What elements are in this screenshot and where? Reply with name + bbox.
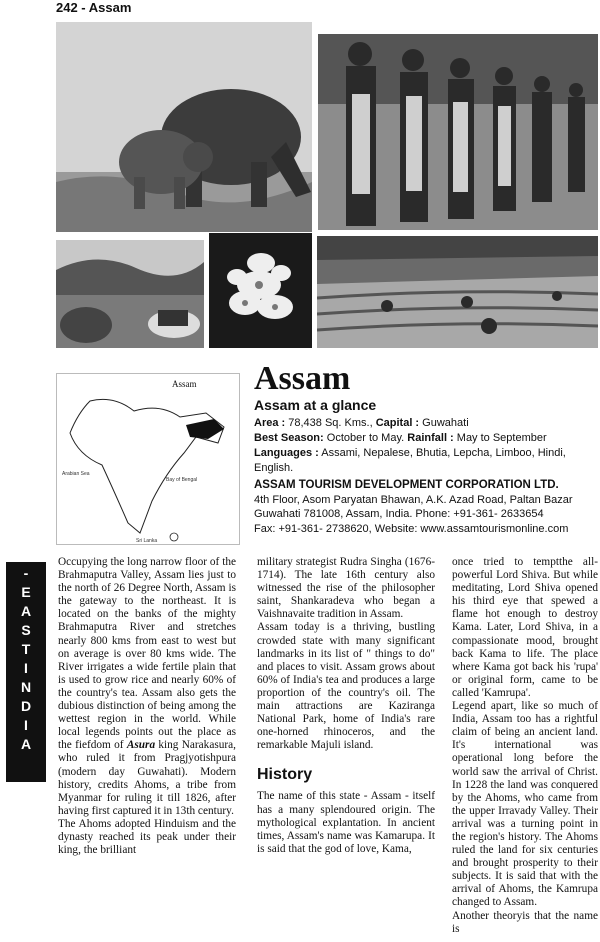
facts-line-area: Area : 78,438 Sq. Kms., Capital : Guwahati [254,417,469,429]
corporation-name: ASSAM TOURISM DEVELOPMENT CORPORATION LTD. [254,479,559,491]
corporation-block [254,478,598,536]
section-tab-label: - E A S T I N D I A [20,565,32,752]
section-subtitle: Assam at a glance [254,397,377,413]
rainfall-value: May to September [456,432,547,444]
paragraph: once tried to temptthe all-powerful Lord Shiva. But while meditating, Lord Shiva opened his third eye that spewed a flame hot enough to destroy Kama. Later, Lord Shiva, in a compassionate mood, brought back Kama to life. The place where Kama got back his 'rupa' or original form, came to be called 'Kamrupa'. [452,556,598,699]
capital-value: Guwahati [422,417,469,429]
facts-line-languages: Languages : Assami, Nepalese, Bhutia, Lepcha, Limboo, Hindi, English. [254,447,566,474]
corporation-address-1: 4th Floor, Asom Paryatan Bhawan, A.K. Azad Road, Paltan Bazar [254,493,573,506]
paragraph: military strategist Rudra Singha (1676-1714). The late 16th century also witnessed the rise of the philosopher saint, Shankaradeva who began a Vaishnavaite tradition in Assam. [257,556,435,621]
text-column-2 [257,556,435,856]
page-title: Assam [254,360,351,397]
area-value: 78,438 Sq. Kms., [288,417,373,429]
tea-garden-photo [317,236,598,348]
map-title: Assam [172,379,197,389]
facts-block [254,416,594,476]
paragraph: The name of this state - Assam - itself has a many splendoured origin. The mythological explantation. In ancient times, Assam's name was Kamarupa. It is said that the god of love, Kama, [257,790,435,855]
languages-value: Assami, Nepalese, Bhutia, Lepcha, Limboo, Hindi, English. [254,447,566,474]
tea-hills-photo [56,240,204,348]
paragraph: The Ahoms adopted Hinduism and the dynasty reached its peak under their king, the brilliant [58,817,236,857]
running-head: 242 - Assam [56,0,132,15]
corporation-contact: Fax: +91-361- 2738620, Website: www.assamtourismonline.com [254,522,569,535]
assam-map [56,373,240,545]
paragraph: Occupying the long narrow floor of the Brahmaputra Valley, Assam lies just to the north of 26 Degree North, Assam is the gateway to the northeast. It is located on the banks of the mighty Brahmaputra River and stretches nearly 800 kms from east to west but on average is over 80 kms wide. The River irrigates a wide fertile plain that is used to grow rice and nearly 60% of the country's tea. Assam also gets the dubious distinction of being among the wettest region in the world. While local legends points out the place as the fiefdom of Asura king Narakasura, who ruled it from Pragjyotishpura (modern day Guwahati). Modern history, credits Ahoms, a tribe from Myanmar for ruling it till 1826, after having first captured it in 13th century. [58,556,236,817]
text-column-3 [452,556,598,936]
corporation-address-2: Guwahati 781008, Assam, India. Phone: +91-361- 2633654 [254,508,544,520]
section-tab [6,562,46,782]
paragraph: Another theoryis that the name is [452,909,598,935]
flowers-photo [209,233,312,348]
map-label-sri-lanka: Sri Lanka [136,538,158,544]
paragraph: Assam today is a thriving, bustling crowded state with many significant landmarks in its list of " things to do" and places to visit. Assam grows about 60% of India's tea and produces a large proportion of the country's oil. The main attractions are Kaziranga National Park, home of India's rare one-horned rhinoceros, and the remarkable Majuli island. [257,621,435,752]
dancers-photo [318,34,598,230]
text-column-1 [58,556,236,857]
season-value: October to May. [326,432,405,444]
map-label-bay-of-bengal: Bay of Bengal [166,477,198,483]
history-heading: History [257,766,313,784]
map-label-arabian-sea: Arabian Sea [62,471,90,477]
facts-line-season: Best Season: October to May. Rainfall : May to September [254,432,547,444]
rhino-photo [56,22,312,232]
paragraph: Legend apart, like so much of India, Assam too has a rightful claim of being an ancient land. It's international was operational long before the world saw the arrival of Christ. In 1228 the land was conquered by the Ahoms, who came from the upper Irravady Valley. Their arrival was a turning point in the region's history. The Ahoms ruled the land for six centuries and brought prosperity to their subjects. It is said that with the arrival of Ahoms, the Kamrupa changed to Assam. [452,700,598,909]
